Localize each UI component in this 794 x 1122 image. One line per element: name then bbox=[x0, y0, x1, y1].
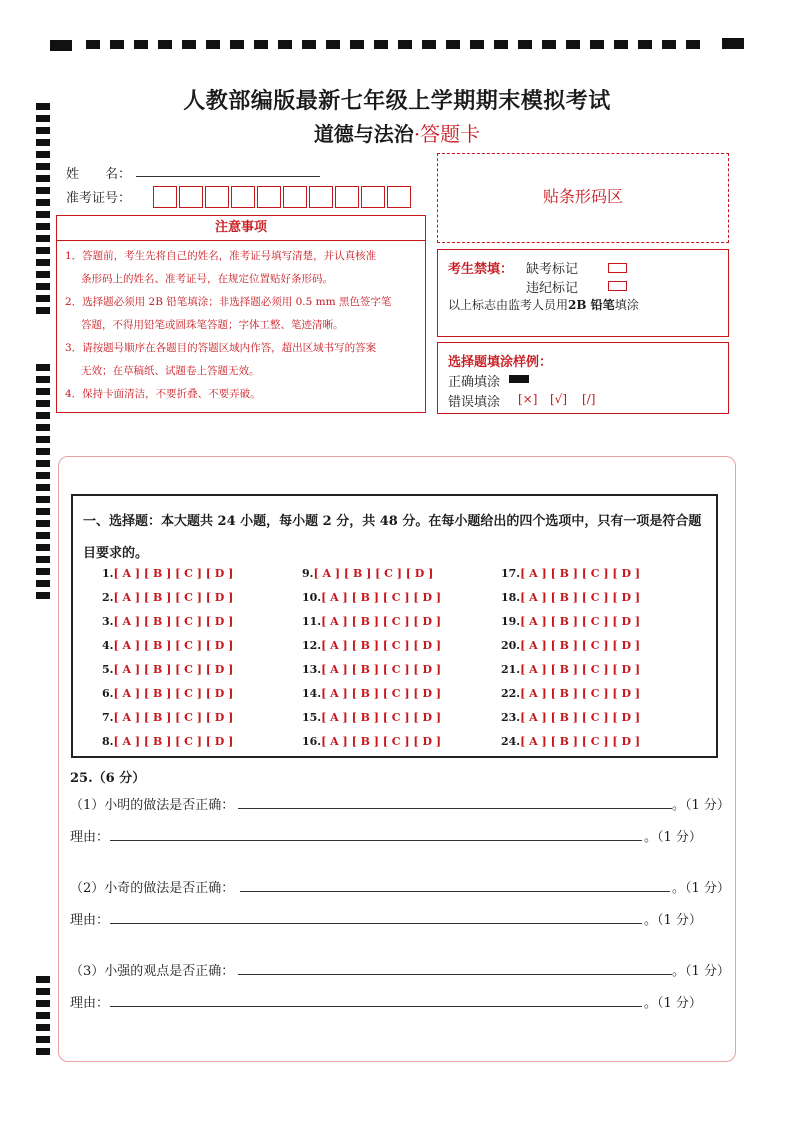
id-label: 准考证号： bbox=[66, 191, 132, 206]
mcq-item-number: 3. bbox=[102, 615, 114, 628]
mcq-item-choices[interactable]: [ A ] [ B ] [ C ] [ D ] bbox=[113, 591, 234, 604]
forbidden-label: 考生禁填： bbox=[448, 262, 514, 277]
name-field[interactable] bbox=[136, 176, 320, 177]
wrong-mark-slash: [/] bbox=[582, 392, 596, 406]
mcq-item-choices[interactable]: [ A ] [ B ] [ C ] [ D ] bbox=[520, 735, 641, 748]
mcq-item[interactable] bbox=[102, 663, 233, 676]
wrong-mark-x: [×] bbox=[518, 392, 538, 406]
mcq-item-number: 23. bbox=[501, 711, 521, 724]
mcq-title: 一、选择题：本大题共 24 小题，每小题 2 分，共 48 分。在每小题给出的四个选项中，只有一项是符合题目要求的。 bbox=[83, 514, 702, 561]
absent-mark-box[interactable] bbox=[608, 263, 627, 273]
mcq-item-number: 20. bbox=[501, 639, 521, 652]
mcq-item-number: 17. bbox=[501, 567, 521, 580]
mcq-item[interactable] bbox=[102, 591, 233, 604]
mcq-item-choices[interactable]: [ A ] [ B ] [ C ] [ D ] bbox=[321, 639, 442, 652]
q25-1-answer-line[interactable] bbox=[238, 808, 672, 809]
mcq-item-number: 22. bbox=[501, 687, 521, 700]
q25-1-label: （1）小明的做法是否正确： bbox=[70, 798, 235, 813]
mcq-item-number: 7. bbox=[102, 711, 114, 724]
name-label: 姓 名： bbox=[66, 167, 132, 182]
notice-line: 3．请按题号顺序在各题目的答题区域内作答，超出区域书写的答案 bbox=[65, 342, 377, 354]
mcq-item[interactable] bbox=[302, 711, 441, 724]
mcq-item[interactable] bbox=[501, 711, 640, 724]
mcq-item-choices[interactable]: [ A ] [ B ] [ C ] [ D ] bbox=[520, 711, 641, 724]
mcq-item[interactable] bbox=[501, 687, 640, 700]
mcq-item[interactable] bbox=[302, 591, 441, 604]
mcq-item-choices[interactable]: [ A ] [ B ] [ C ] [ D ] bbox=[113, 735, 234, 748]
mcq-item-choices[interactable]: [ A ] [ B ] [ C ] [ D ] bbox=[321, 711, 442, 724]
notice-line: 条形码上的姓名、准考证号，在规定位置贴好条形码。 bbox=[81, 273, 333, 285]
violation-mark-label: 违纪标记 bbox=[526, 281, 579, 296]
mcq-item-choices[interactable]: [ A ] [ B ] [ C ] [ D ] bbox=[520, 663, 641, 676]
id-digit-box[interactable] bbox=[309, 186, 333, 208]
mcq-item-choices[interactable]: [ A ] [ B ] [ C ] [ D ] bbox=[520, 615, 641, 628]
mcq-item[interactable] bbox=[102, 735, 233, 748]
forbidden-note-pencil: 2B 铅笔 bbox=[568, 298, 615, 312]
q25-2-reason-label: 理由： bbox=[70, 913, 110, 928]
mcq-item[interactable] bbox=[102, 639, 233, 652]
id-digit-box[interactable] bbox=[231, 186, 255, 208]
q25-2-reason-line[interactable] bbox=[110, 923, 642, 924]
mcq-item[interactable] bbox=[102, 567, 233, 580]
id-digit-box[interactable] bbox=[387, 186, 411, 208]
title-dot: · bbox=[413, 122, 421, 146]
mcq-item-number: 14. bbox=[302, 687, 322, 700]
mcq-item-number: 15. bbox=[302, 711, 322, 724]
mcq-item[interactable] bbox=[102, 615, 233, 628]
mcq-item[interactable] bbox=[501, 735, 640, 748]
q25-3-reason-label: 理由： bbox=[70, 996, 110, 1011]
mcq-item-choices[interactable]: [ A ] [ B ] [ C ] [ D ] bbox=[313, 567, 434, 580]
notice-body bbox=[57, 241, 425, 406]
q25-1-reason-line[interactable] bbox=[110, 840, 642, 841]
mcq-item-number: 24. bbox=[501, 735, 521, 748]
id-digit-box[interactable] bbox=[361, 186, 385, 208]
mcq-item-choices[interactable]: [ A ] [ B ] [ C ] [ D ] bbox=[321, 663, 442, 676]
mcq-item-number: 12. bbox=[302, 639, 322, 652]
mcq-item-choices[interactable]: [ A ] [ B ] [ C ] [ D ] bbox=[520, 687, 641, 700]
q25-2-answer-line[interactable] bbox=[240, 891, 670, 892]
forbidden-note-post: 填涂 bbox=[614, 298, 639, 312]
mcq-item[interactable] bbox=[501, 567, 640, 580]
mcq-item[interactable] bbox=[302, 615, 441, 628]
mcq-item-number: 6. bbox=[102, 687, 114, 700]
mcq-item[interactable] bbox=[302, 687, 441, 700]
mcq-item-number: 5. bbox=[102, 663, 114, 676]
mcq-item-choices[interactable]: [ A ] [ B ] [ C ] [ D ] bbox=[113, 615, 234, 628]
mcq-item-number: 9. bbox=[302, 567, 314, 580]
sample-box bbox=[437, 342, 729, 414]
mcq-item-number: 16. bbox=[302, 735, 322, 748]
q25-1-score: 。（1 分） bbox=[672, 798, 730, 813]
q25-2-score: 。（1 分） bbox=[672, 881, 730, 896]
mcq-item[interactable] bbox=[501, 663, 640, 676]
q25-3-label: （3）小强的观点是否正确： bbox=[70, 964, 235, 979]
mcq-item[interactable] bbox=[102, 687, 233, 700]
wrong-mark-check: [√] bbox=[550, 392, 568, 406]
q25-3-score: 。（1 分） bbox=[672, 964, 730, 979]
notice-line: 答题，不得用铅笔或圆珠笔答题；字体工整、笔迹清晰。 bbox=[81, 319, 344, 331]
mcq-item-number: 13. bbox=[302, 663, 322, 676]
barcode-area[interactable]: 贴条形码区 bbox=[437, 153, 729, 243]
mcq-item-choices[interactable]: [ A ] [ B ] [ C ] [ D ] bbox=[321, 615, 442, 628]
mcq-item-choices[interactable]: [ A ] [ B ] [ C ] [ D ] bbox=[113, 687, 234, 700]
absent-mark-label: 缺考标记 bbox=[526, 262, 579, 277]
wrong-fill-label: 错误填涂 bbox=[448, 395, 501, 410]
mcq-item[interactable] bbox=[501, 615, 640, 628]
mcq-item-choices[interactable]: [ A ] [ B ] [ C ] [ D ] bbox=[321, 687, 442, 700]
notice-line: 4．保持卡面清洁，不要折叠、不要弄破。 bbox=[65, 388, 261, 400]
id-digit-box[interactable] bbox=[179, 186, 203, 208]
mcq-item-choices[interactable]: [ A ] [ B ] [ C ] [ D ] bbox=[113, 567, 234, 580]
exam-title: 人教部编版最新七年级上学期期末模拟考试 bbox=[183, 89, 611, 114]
mcq-item-number: 19. bbox=[501, 615, 521, 628]
mcq-item-number: 21. bbox=[501, 663, 521, 676]
correct-fill-sample bbox=[509, 375, 529, 383]
mcq-item-choices[interactable]: [ A ] [ B ] [ C ] [ D ] bbox=[520, 567, 641, 580]
mcq-item-number: 10. bbox=[302, 591, 322, 604]
mcq-item-number: 11. bbox=[302, 615, 322, 628]
mcq-item-choices[interactable]: [ A ] [ B ] [ C ] [ D ] bbox=[520, 639, 641, 652]
notice-line: 2．选择题必须用 2B 铅笔填涂；非选择题必须用 0.5 mm 黑色签字笔 bbox=[65, 296, 392, 308]
q25-2-label: （2）小奇的做法是否正确： bbox=[70, 881, 235, 896]
q25-3-reason-line[interactable] bbox=[110, 1006, 642, 1007]
mcq-item-choices[interactable]: [ A ] [ B ] [ C ] [ D ] bbox=[321, 591, 442, 604]
id-digit-box[interactable] bbox=[153, 186, 177, 208]
notice-heading: 注意事项 bbox=[57, 216, 425, 241]
notice-box bbox=[56, 215, 426, 413]
mcq-item-number: 4. bbox=[102, 639, 114, 652]
q25-title: 25.（6 分） bbox=[70, 771, 146, 786]
mcq-item[interactable] bbox=[302, 663, 441, 676]
mcq-item-choices[interactable]: [ A ] [ B ] [ C ] [ D ] bbox=[113, 711, 234, 724]
mcq-item-number: 18. bbox=[501, 591, 521, 604]
q25-1-reason-score: 。（1 分） bbox=[644, 830, 702, 845]
id-digit-box[interactable] bbox=[257, 186, 281, 208]
correct-fill-label: 正确填涂 bbox=[448, 375, 501, 390]
forbidden-box bbox=[437, 249, 729, 337]
q25-3-answer-line[interactable] bbox=[238, 974, 672, 975]
mcq-item-number: 1. bbox=[102, 567, 114, 580]
q25-1-reason-label: 理由： bbox=[70, 830, 110, 845]
mcq-item-number: 8. bbox=[102, 735, 114, 748]
mcq-item[interactable] bbox=[302, 567, 433, 580]
card-name: 答题卡 bbox=[420, 122, 481, 146]
violation-mark-box[interactable] bbox=[608, 281, 627, 291]
mcq-item[interactable] bbox=[501, 639, 640, 652]
notice-line: 1．答题前，考生先将自己的姓名，准考证号填写清楚，并认真核准 bbox=[65, 250, 377, 262]
mcq-item[interactable] bbox=[302, 735, 441, 748]
mcq-item[interactable] bbox=[302, 639, 441, 652]
id-digit-box[interactable] bbox=[335, 186, 359, 208]
mcq-item-number: 2. bbox=[102, 591, 114, 604]
q25-3-reason-score: 。（1 分） bbox=[644, 996, 702, 1011]
card-subtitle bbox=[0, 118, 794, 147]
notice-line: 无效；在草稿纸、试题卷上答题无效。 bbox=[81, 365, 260, 377]
mcq-item[interactable] bbox=[501, 591, 640, 604]
q25-2-reason-score: 。（1 分） bbox=[644, 913, 702, 928]
mcq-item-choices[interactable]: [ A ] [ B ] [ C ] [ D ] bbox=[321, 735, 442, 748]
mcq-item[interactable] bbox=[102, 711, 233, 724]
forbidden-note bbox=[448, 296, 639, 313]
sample-label: 选择题填涂样例： bbox=[448, 355, 553, 370]
mcq-item-choices[interactable]: [ A ] [ B ] [ C ] [ D ] bbox=[520, 591, 641, 604]
mcq-item-choices[interactable]: [ A ] [ B ] [ C ] [ D ] bbox=[113, 663, 234, 676]
mcq-item-choices[interactable]: [ A ] [ B ] [ C ] [ D ] bbox=[113, 639, 234, 652]
id-digit-box[interactable] bbox=[283, 186, 307, 208]
forbidden-note-pre: 以上标志由监考人员用 bbox=[448, 298, 569, 312]
subject-name: 道德与法治 bbox=[313, 122, 414, 146]
id-digit-box[interactable] bbox=[205, 186, 229, 208]
